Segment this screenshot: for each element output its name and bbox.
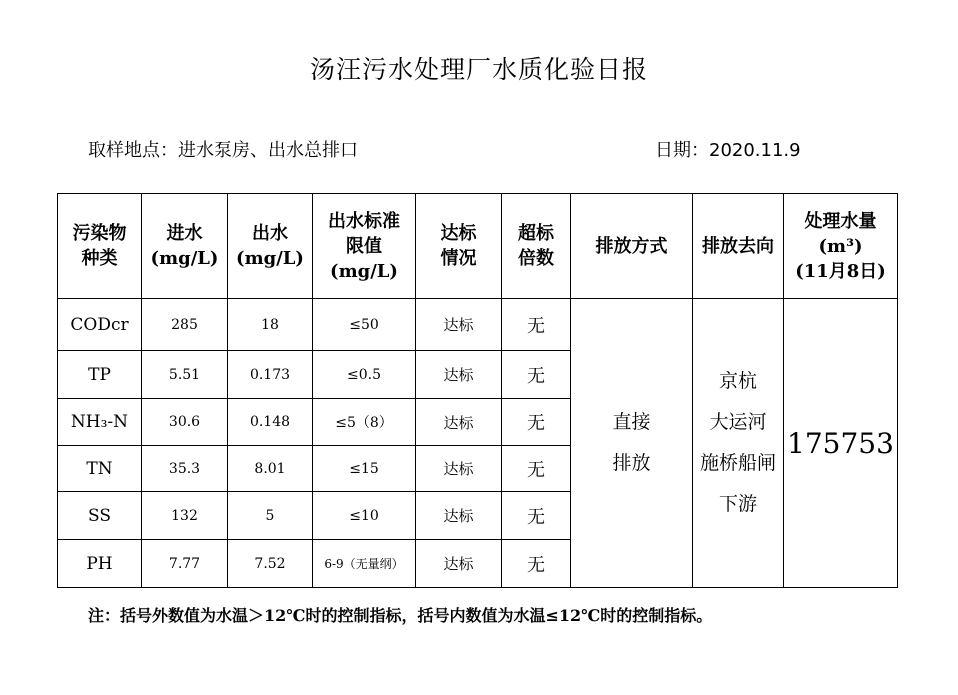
report-date: 日期：2020.11.9 (655, 140, 801, 161)
inflow-cell: 285 (142, 299, 228, 351)
outflow-cell: 0.173 (228, 351, 313, 399)
limit-cell: ≤5（8） (313, 399, 416, 446)
header-row (58, 194, 898, 299)
exceed-cell: 无 (502, 492, 571, 540)
outflow-cell: 5 (228, 492, 313, 540)
exceed-cell: 无 (502, 446, 571, 492)
inflow-cell: 5.51 (142, 351, 228, 399)
limit-cell: 6-9（无量纲） (313, 540, 416, 588)
status-cell: 达标 (416, 540, 502, 588)
pollutant-cell: TP (58, 351, 142, 399)
status-cell: 达标 (416, 299, 502, 351)
header-limit: 出水标准 限值 (mg/L) (313, 194, 416, 299)
exceed-cell: 无 (502, 351, 571, 399)
header-volume: 处理水量 (m³) (11月8日) (784, 194, 898, 299)
footnote: 注：括号外数值为水温＞12℃时的控制指标，括号内数值为水温≤12℃时的控制指标。 (88, 606, 713, 625)
inflow-cell: 30.6 (142, 399, 228, 446)
header-pollutant: 污染物 种类 (58, 194, 142, 299)
outflow-cell: 18 (228, 299, 313, 351)
water-quality-table (57, 193, 898, 588)
header-status: 达标 情况 (416, 194, 502, 299)
header-exceed: 超标 倍数 (502, 194, 571, 299)
exceed-cell: 无 (502, 399, 571, 446)
status-cell: 达标 (416, 492, 502, 540)
discharge-destination-cell: 京杭 大运河 施桥船闸 下游 (693, 299, 784, 588)
status-cell: 达标 (416, 446, 502, 492)
inflow-cell: 7.77 (142, 540, 228, 588)
pollutant-cell: PH (58, 540, 142, 588)
header-destination: 排放去向 (693, 194, 784, 299)
limit-cell: ≤50 (313, 299, 416, 351)
sampling-location: 取样地点：进水泵房、出水总排口 (88, 140, 358, 161)
status-cell: 达标 (416, 399, 502, 446)
inflow-cell: 35.3 (142, 446, 228, 492)
report-title: 汤汪污水处理厂水质化验日报 (309, 55, 648, 84)
exceed-cell: 无 (502, 540, 571, 588)
outflow-cell: 7.52 (228, 540, 313, 588)
inflow-cell: 132 (142, 492, 228, 540)
pollutant-cell: NH₃-N (58, 399, 142, 446)
header-method: 排放方式 (571, 194, 693, 299)
pollutant-cell: CODcr (58, 299, 142, 351)
pollutant-cell: TN (58, 446, 142, 492)
header-outflow: 出水 (mg/L) (228, 194, 313, 299)
exceed-cell: 无 (502, 299, 571, 351)
outflow-cell: 8.01 (228, 446, 313, 492)
limit-cell: ≤10 (313, 492, 416, 540)
treated-volume-cell: 175753 (784, 299, 898, 588)
pollutant-cell: SS (58, 492, 142, 540)
limit-cell: ≤15 (313, 446, 416, 492)
table-row (58, 299, 898, 351)
outflow-cell: 0.148 (228, 399, 313, 446)
status-cell: 达标 (416, 351, 502, 399)
header-inflow: 进水 (mg/L) (142, 194, 228, 299)
limit-cell: ≤0.5 (313, 351, 416, 399)
discharge-method-cell: 直接 排放 (571, 299, 693, 588)
